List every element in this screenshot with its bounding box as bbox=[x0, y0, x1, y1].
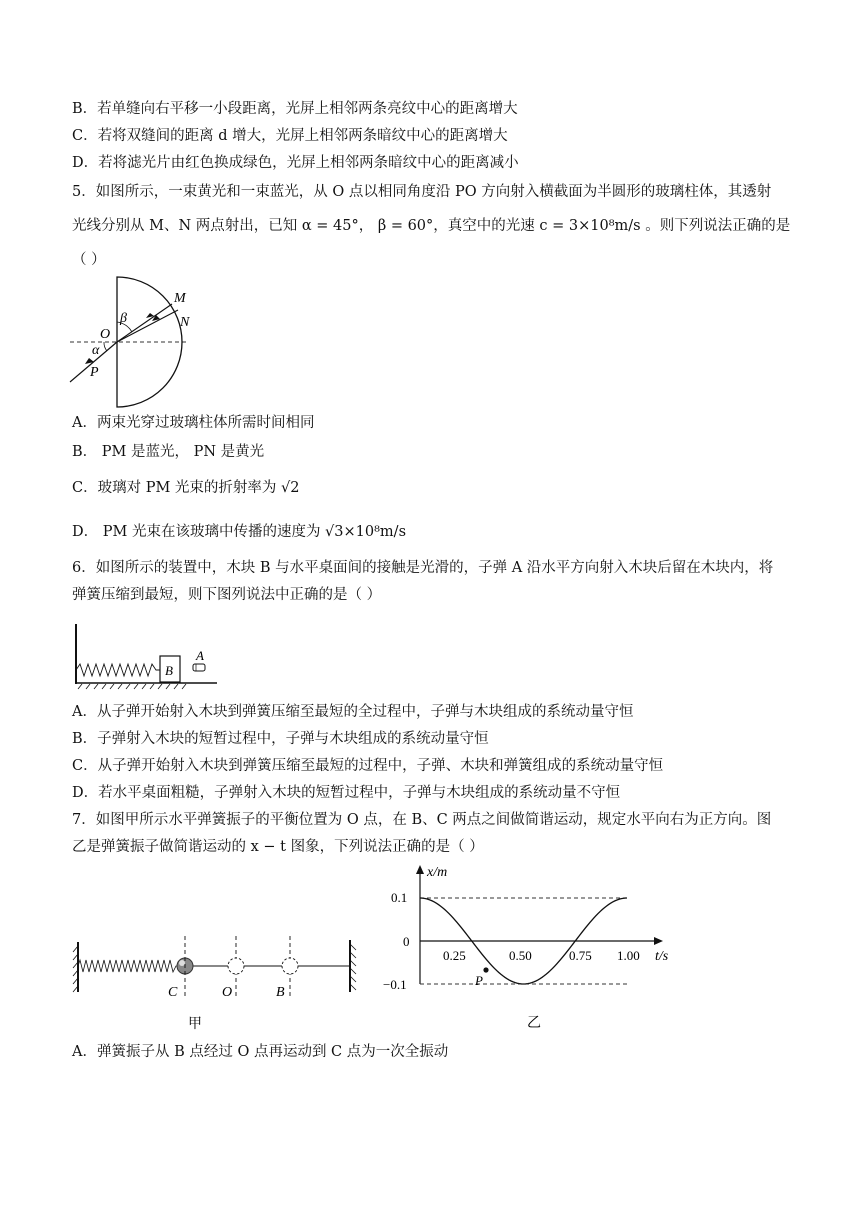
q5-option-a: A．两束光穿过玻璃柱体所需时间相同 bbox=[72, 415, 315, 431]
q7-ytick-top: 0.1 bbox=[391, 890, 408, 905]
q7-xlabel: t/s bbox=[655, 949, 669, 964]
q6-option-d: D．若水平桌面粗糙，子弹射入木块的短暂过程中，子弹与木块组成的系统动量不守恒 bbox=[72, 785, 621, 801]
q5-option-d: D． PM 光束在该玻璃中传播的速度为 √3×10⁸m/s bbox=[72, 524, 407, 540]
q7-caption-yi: 乙 bbox=[527, 1016, 541, 1031]
q7-oscillator-figure bbox=[70, 930, 365, 1035]
q7-stem-line1: 7．如图甲所示水平弹簧振子的平衡位置为 O 点，在 B、C 两点之间做简谐运动，规定水平向右为正方向。图 bbox=[72, 812, 772, 828]
q5-label-alpha: α bbox=[92, 343, 100, 358]
q5-stem-line2: 光线分别从 M、N 两点射出，已知 α = 45°， β = 60°，真空中的光速 c = 3×10⁸m/s 。则下列说法正确的是 bbox=[72, 218, 791, 234]
q5-label-o: O bbox=[100, 327, 111, 342]
q6-stem-line1: 6．如图所示的装置中，木块 B 与水平桌面间的接触是光滑的，子弹 A 沿水平方向射入木块后留在木块内，将 bbox=[72, 560, 774, 576]
q6-stem-line2: 弹簧压缩到最短，则下图列说法中正确的是（ ） bbox=[72, 587, 382, 603]
q6-option-c: C．从子弹开始射入木块到弹簧压缩至最短的过程中，子弹、木块和弹簧组成的系统动量守恒 bbox=[72, 758, 664, 774]
q7-stem-line2: 乙是弹簧振子做简谐运动的 x − t 图象，下列说法正确的是（ ） bbox=[72, 839, 484, 855]
q5-stem-line1: 5．如图所示，一束黄光和一束蓝光，从 O 点以相同角度沿 PO 方向射入横截面为半圆形的玻璃柱体，其透射 bbox=[72, 184, 772, 200]
q4-option-d: D．若将滤光片由红色换成绿色，光屏上相邻两条暗纹中心的距离减小 bbox=[72, 155, 519, 171]
q7-ylabel: x/m bbox=[427, 865, 448, 880]
q7-label-o: O bbox=[222, 985, 233, 1000]
q7-xtick-075: 0.75 bbox=[569, 948, 592, 963]
q5-label-m: M bbox=[174, 291, 186, 306]
q4-option-b: B．若单缝向右平移一小段距离，光屏上相邻两条亮纹中心的距离增大 bbox=[72, 101, 518, 117]
q5-semicircle-figure bbox=[62, 272, 202, 412]
q7-label-c: C bbox=[168, 985, 178, 1000]
q7-caption-jia: 甲 bbox=[188, 1017, 202, 1032]
q5-option-c: C．玻璃对 PM 光束的折射率为 √2 bbox=[72, 480, 300, 496]
q4-option-c: C．若将双缝间的距离 d 增大，光屏上相邻两条暗纹中心的距离增大 bbox=[72, 128, 508, 144]
q6-option-b: B．子弹射入木块的短暂过程中，子弹与木块组成的系统动量守恒 bbox=[72, 731, 489, 747]
q6-spring-block-figure bbox=[72, 620, 222, 690]
q7-option-a: A．弹簧振子从 B 点经过 O 点再运动到 C 点为一次全振动 bbox=[72, 1044, 449, 1060]
q5-label-beta: β bbox=[120, 311, 127, 326]
q5-label-n: N bbox=[180, 315, 190, 330]
q7-xtick-050: 0.50 bbox=[509, 948, 532, 963]
q7-ytick-zero: 0 bbox=[403, 934, 410, 949]
q7-label-b: B bbox=[276, 985, 285, 1000]
q7-xt-graph bbox=[375, 862, 685, 1032]
q7-xtick-025: 0.25 bbox=[443, 948, 466, 963]
q5-option-b: B． PM 是蓝光， PN 是黄光 bbox=[72, 444, 265, 460]
q6-option-a: A．从子弹开始射入木块到弹簧压缩至最短的全过程中，子弹与木块组成的系统动量守恒 bbox=[72, 704, 634, 720]
q7-label-p: P bbox=[475, 973, 483, 988]
q6-label-a: A bbox=[196, 648, 204, 663]
q7-point-p bbox=[483, 967, 488, 972]
q7-ytick-bottom: −0.1 bbox=[383, 977, 407, 992]
q6-label-b: B bbox=[165, 663, 173, 678]
q5-label-p: P bbox=[90, 365, 99, 380]
q5-answer-blank: （ ） bbox=[72, 252, 106, 268]
q7-xtick-100: 1.00 bbox=[617, 948, 640, 963]
